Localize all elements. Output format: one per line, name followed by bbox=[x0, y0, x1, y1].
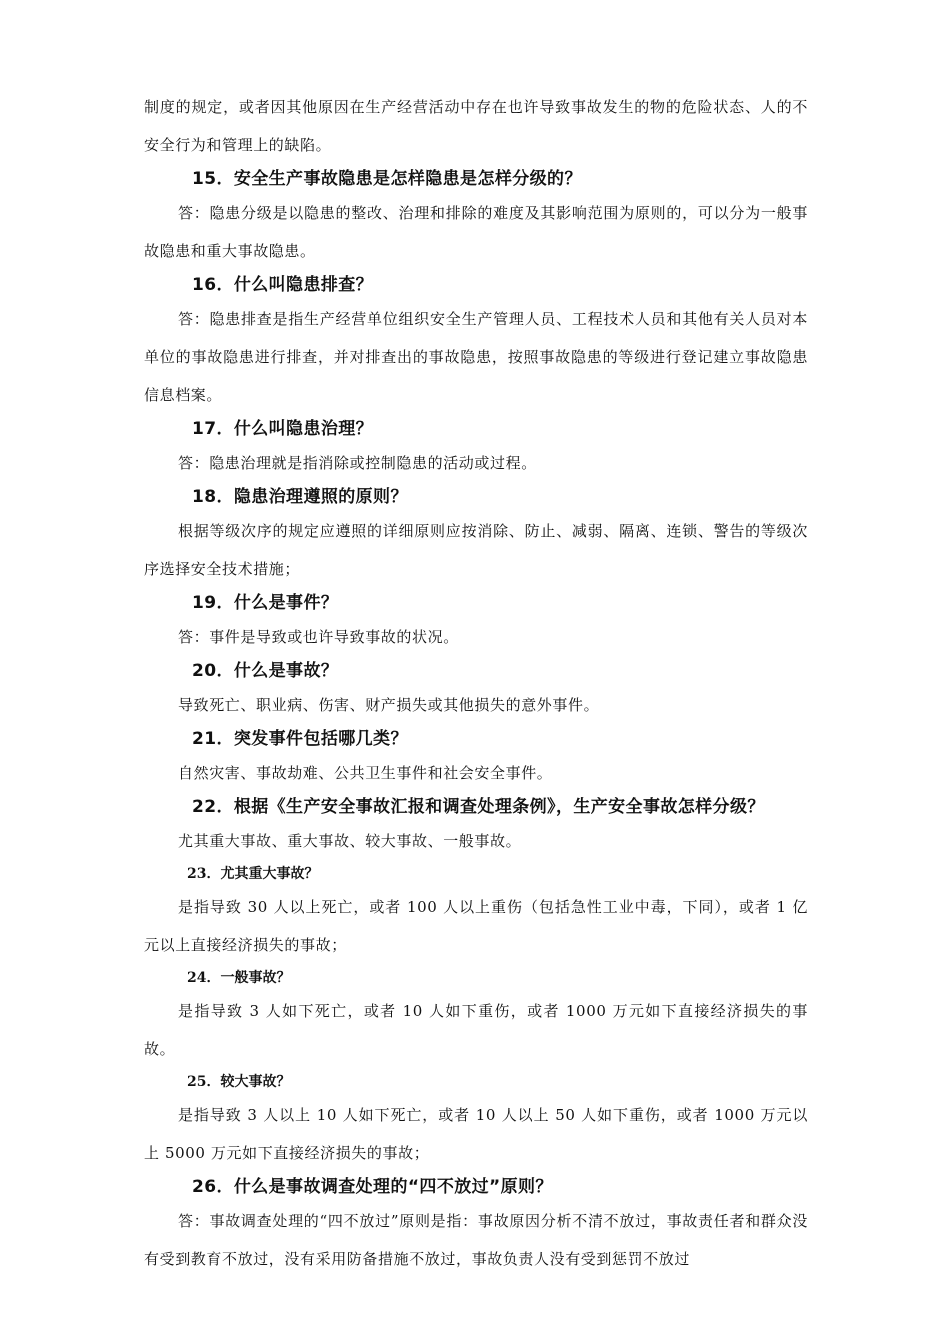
answer-paragraph-17: 答：隐患治理就是指消除或控制隐患的活动或过程。 bbox=[178, 454, 537, 472]
question-heading-16: 16．什么叫隐患排查？ bbox=[192, 275, 374, 295]
answer-paragraph-16: 答：隐患排查是指生产经营单位组织安全生产管理人员、工程技术人员和其他有关人员对本单位的事故隐患进行排查，并对排查出的事故隐患，按照事故隐患的等级进行登记建立事故隐患信息档案。 bbox=[144, 310, 808, 404]
answer-paragraph-24: 是指导致 3 人如下死亡，或者 10 人如下重伤，或者 1000 万元如下直接经济损失的事故。 bbox=[144, 1002, 808, 1058]
answer-paragraph-26: 答：事故调查处理的“四不放过”原则是指：事故原因分析不清不放过，事故责任者和群众没有受到教育不放过，没有采用防备措施不放过，事故负责人没有受到惩罚不放过 bbox=[144, 1212, 808, 1268]
question-heading-25: 25．较大事故？ bbox=[187, 1074, 291, 1090]
question-heading-17: 17．什么叫隐患治理？ bbox=[192, 419, 374, 439]
question-heading-18: 18．隐患治理遵照的原则？ bbox=[192, 487, 408, 507]
question-heading-22: 22．根据《生产安全事故汇报和调查处理条例》，生产安全事故怎样分级？ bbox=[192, 797, 765, 817]
answer-paragraph-19: 答：事件是导致或也许导致事故的状况。 bbox=[178, 628, 459, 646]
paragraph-continued: 制度的规定，或者因其他原因在生产经营活动中存在也许导致事故发生的物的危险状态、人的不安全行为和管理上的缺陷。 bbox=[144, 98, 808, 154]
question-heading-21: 21．突发事件包括哪几类？ bbox=[192, 729, 408, 749]
question-heading-19: 19．什么是事件？ bbox=[192, 593, 339, 613]
answer-paragraph-25: 是指导致 3 人以上 10 人如下死亡，或者 10 人以上 50 人如下重伤，或者 1000 万元以上 5000 万元如下直接经济损失的事故； bbox=[144, 1106, 808, 1162]
question-heading-24: 24．一般事故？ bbox=[187, 970, 291, 986]
question-heading-20: 20．什么是事故？ bbox=[192, 661, 339, 681]
document-body bbox=[144, 88, 808, 1278]
answer-paragraph-22: 尤其重大事故、重大事故、较大事故、一般事故。 bbox=[178, 832, 522, 850]
question-heading-26: 26．什么是事故调查处理的“四不放过”原则？ bbox=[192, 1177, 553, 1197]
answer-paragraph-23: 是指导致 30 人以上死亡，或者 100 人以上重伤（包括急性工业中毒，下同），或者 1 亿元以上直接经济损失的事故； bbox=[144, 898, 808, 954]
answer-paragraph-18: 根据等级次序的规定应遵照的详细原则应按消除、防止、减弱、隔离、连锁、警告的等级次序选择安全技术措施； bbox=[144, 522, 808, 578]
answer-paragraph-20: 导致死亡、职业病、伤害、财产损失或其他损失的意外事件。 bbox=[178, 696, 600, 714]
question-heading-23: 23．尤其重大事故？ bbox=[187, 866, 319, 882]
answer-paragraph-21: 自然灾害、事故劫难、公共卫生事件和社会安全事件。 bbox=[178, 764, 553, 782]
answer-paragraph-15: 答：隐患分级是以隐患的整改、治理和排除的难度及其影响范围为原则的，可以分为一般事故隐患和重大事故隐患。 bbox=[144, 204, 808, 260]
question-heading-15: 15．安全生产事故隐患是怎样隐患是怎样分级的？ bbox=[192, 169, 582, 189]
